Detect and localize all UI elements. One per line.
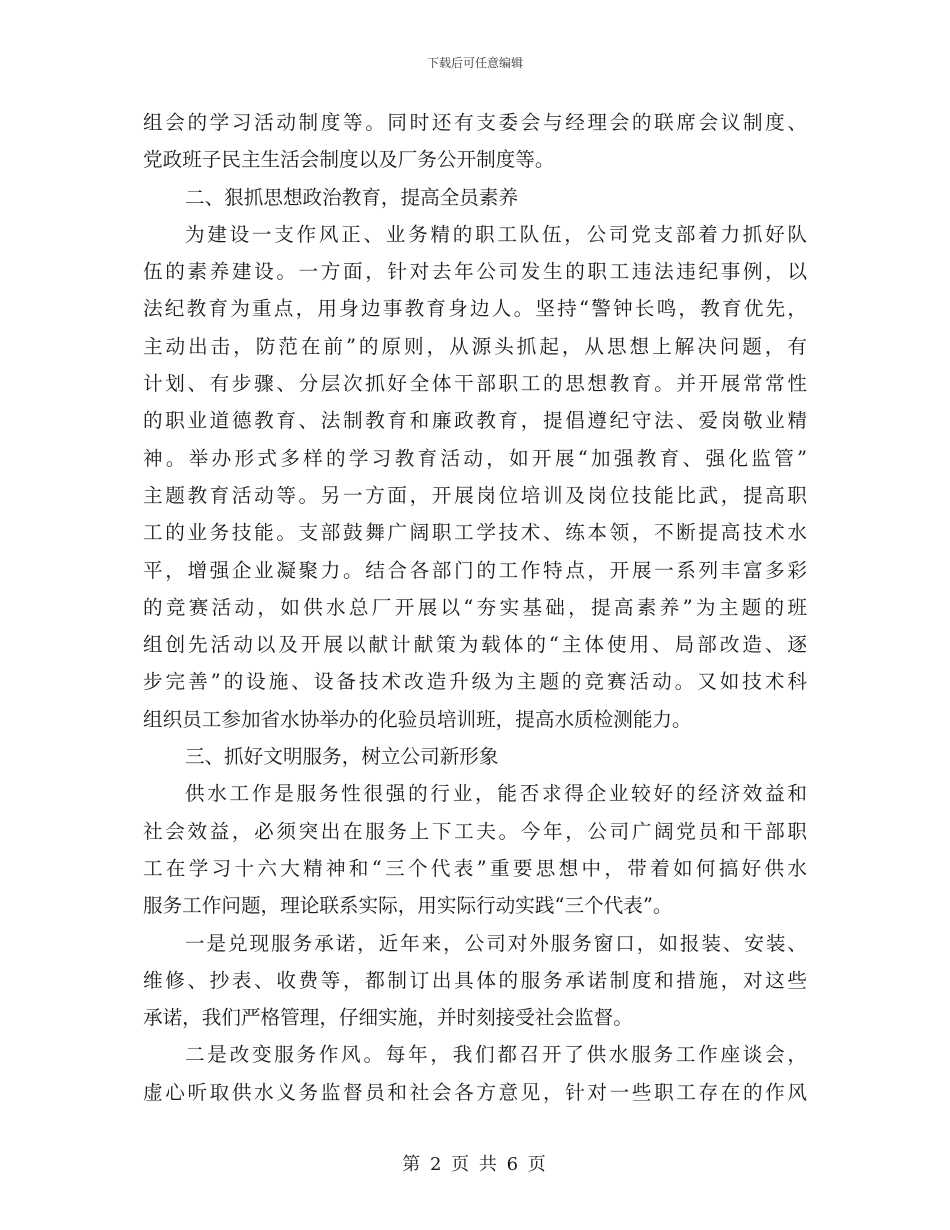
text-line: 二、狠抓思想政治教育，提高全员素养 — [185, 185, 519, 209]
text-line: 计划、有步骤、分层次抓好全体干部职工的思想教育。并开展常常性 — [143, 372, 807, 396]
text-line: 组创先活动以及开展以献计献策为载体的“主体使用、局部改造、逐 — [143, 633, 807, 657]
page-footer: 第 2 页 共 6 页 — [402, 1154, 548, 1175]
text-line: 组会的学习活动制度等。同时还有支委会与经理会的联席会议制度、 — [143, 111, 807, 134]
text-line: 承诺，我们严格管理，仔细实施，并时刻接受社会监督。 — [143, 1006, 633, 1030]
text-line: 法纪教育为重点，用身边事教育身边人。坚持“警钟长鸣，教育优先， — [143, 297, 807, 321]
text-line: 一是兑现服务承诺，近年来，公司对外服务窗口，如报装、安装、 — [185, 931, 807, 955]
text-line: 伍的素养建设。一方面，针对去年公司发生的职工违法违纪事例，以 — [143, 260, 807, 284]
text-line: 组织员工参加省水协举办的化验员培训班，提高水质检测能力。 — [143, 707, 692, 731]
text-line: 社会效益，必须突出在服务上下工夫。今年，公司广阔党员和干部职 — [143, 819, 807, 843]
text-line: 维修、抄表、收费等，都制订出具体的服务承诺制度和措施，对这些 — [143, 968, 807, 992]
text-line: 服务工作问题，理论联系实际，用实际行动实践“三个代表”。 — [143, 894, 673, 918]
text-line: 主动出击，防范在前”的原则，从源头抓起，从思想上解决问题，有 — [143, 334, 807, 358]
text-line: 供水工作是服务性很强的行业，能否求得企业较好的经济效益和 — [185, 782, 807, 806]
text-line: 步完善”的设施、设备技术改造升级为主题的竞赛活动。又如技术科 — [143, 670, 807, 694]
text-line: 虚心听取供水义务监督员和社会各方意见，针对一些职工存在的作风 — [143, 1080, 807, 1104]
text-line: 主题教育活动等。另一方面，开展岗位培训及岗位技能比武，提高职 — [143, 483, 807, 507]
text-line: 平，增强企业凝聚力。结合各部门的工作特点，开展一系列丰富多彩 — [143, 558, 807, 582]
text-line: 工的业务技能。支部鼓舞广阔职工学技术、练本领，不断提高技术水 — [143, 521, 807, 545]
text-line: 工在学习十六大精神和“三个代表”重要思想中，带着如何搞好供水 — [143, 856, 807, 880]
text-line: 的职业道德教育、法制教育和廉政教育，提倡遵纪守法、爱岗敬业精 — [143, 409, 807, 433]
document-body — [143, 104, 807, 1111]
text-line: 为建设一支作风正、业务精的职工队伍，公司党支部着力抓好队 — [185, 222, 807, 246]
text-line: 党政班子民主生活会制度以及厂务公开制度等。 — [143, 148, 555, 172]
page-header: 下载后可任意编辑 — [426, 56, 523, 70]
text-line: 三、抓好文明服务，树立公司新形象 — [185, 745, 499, 769]
text-line: 神。举办形式多样的学习教育活动，如开展“加强教育、强化监管” — [143, 446, 807, 470]
text-line: 的竞赛活动，如供水总厂开展以“夯实基础，提高素养”为主题的班 — [143, 595, 807, 619]
text-line: 二是改变服务作风。每年，我们都召开了供水服务工作座谈会， — [185, 1043, 807, 1067]
